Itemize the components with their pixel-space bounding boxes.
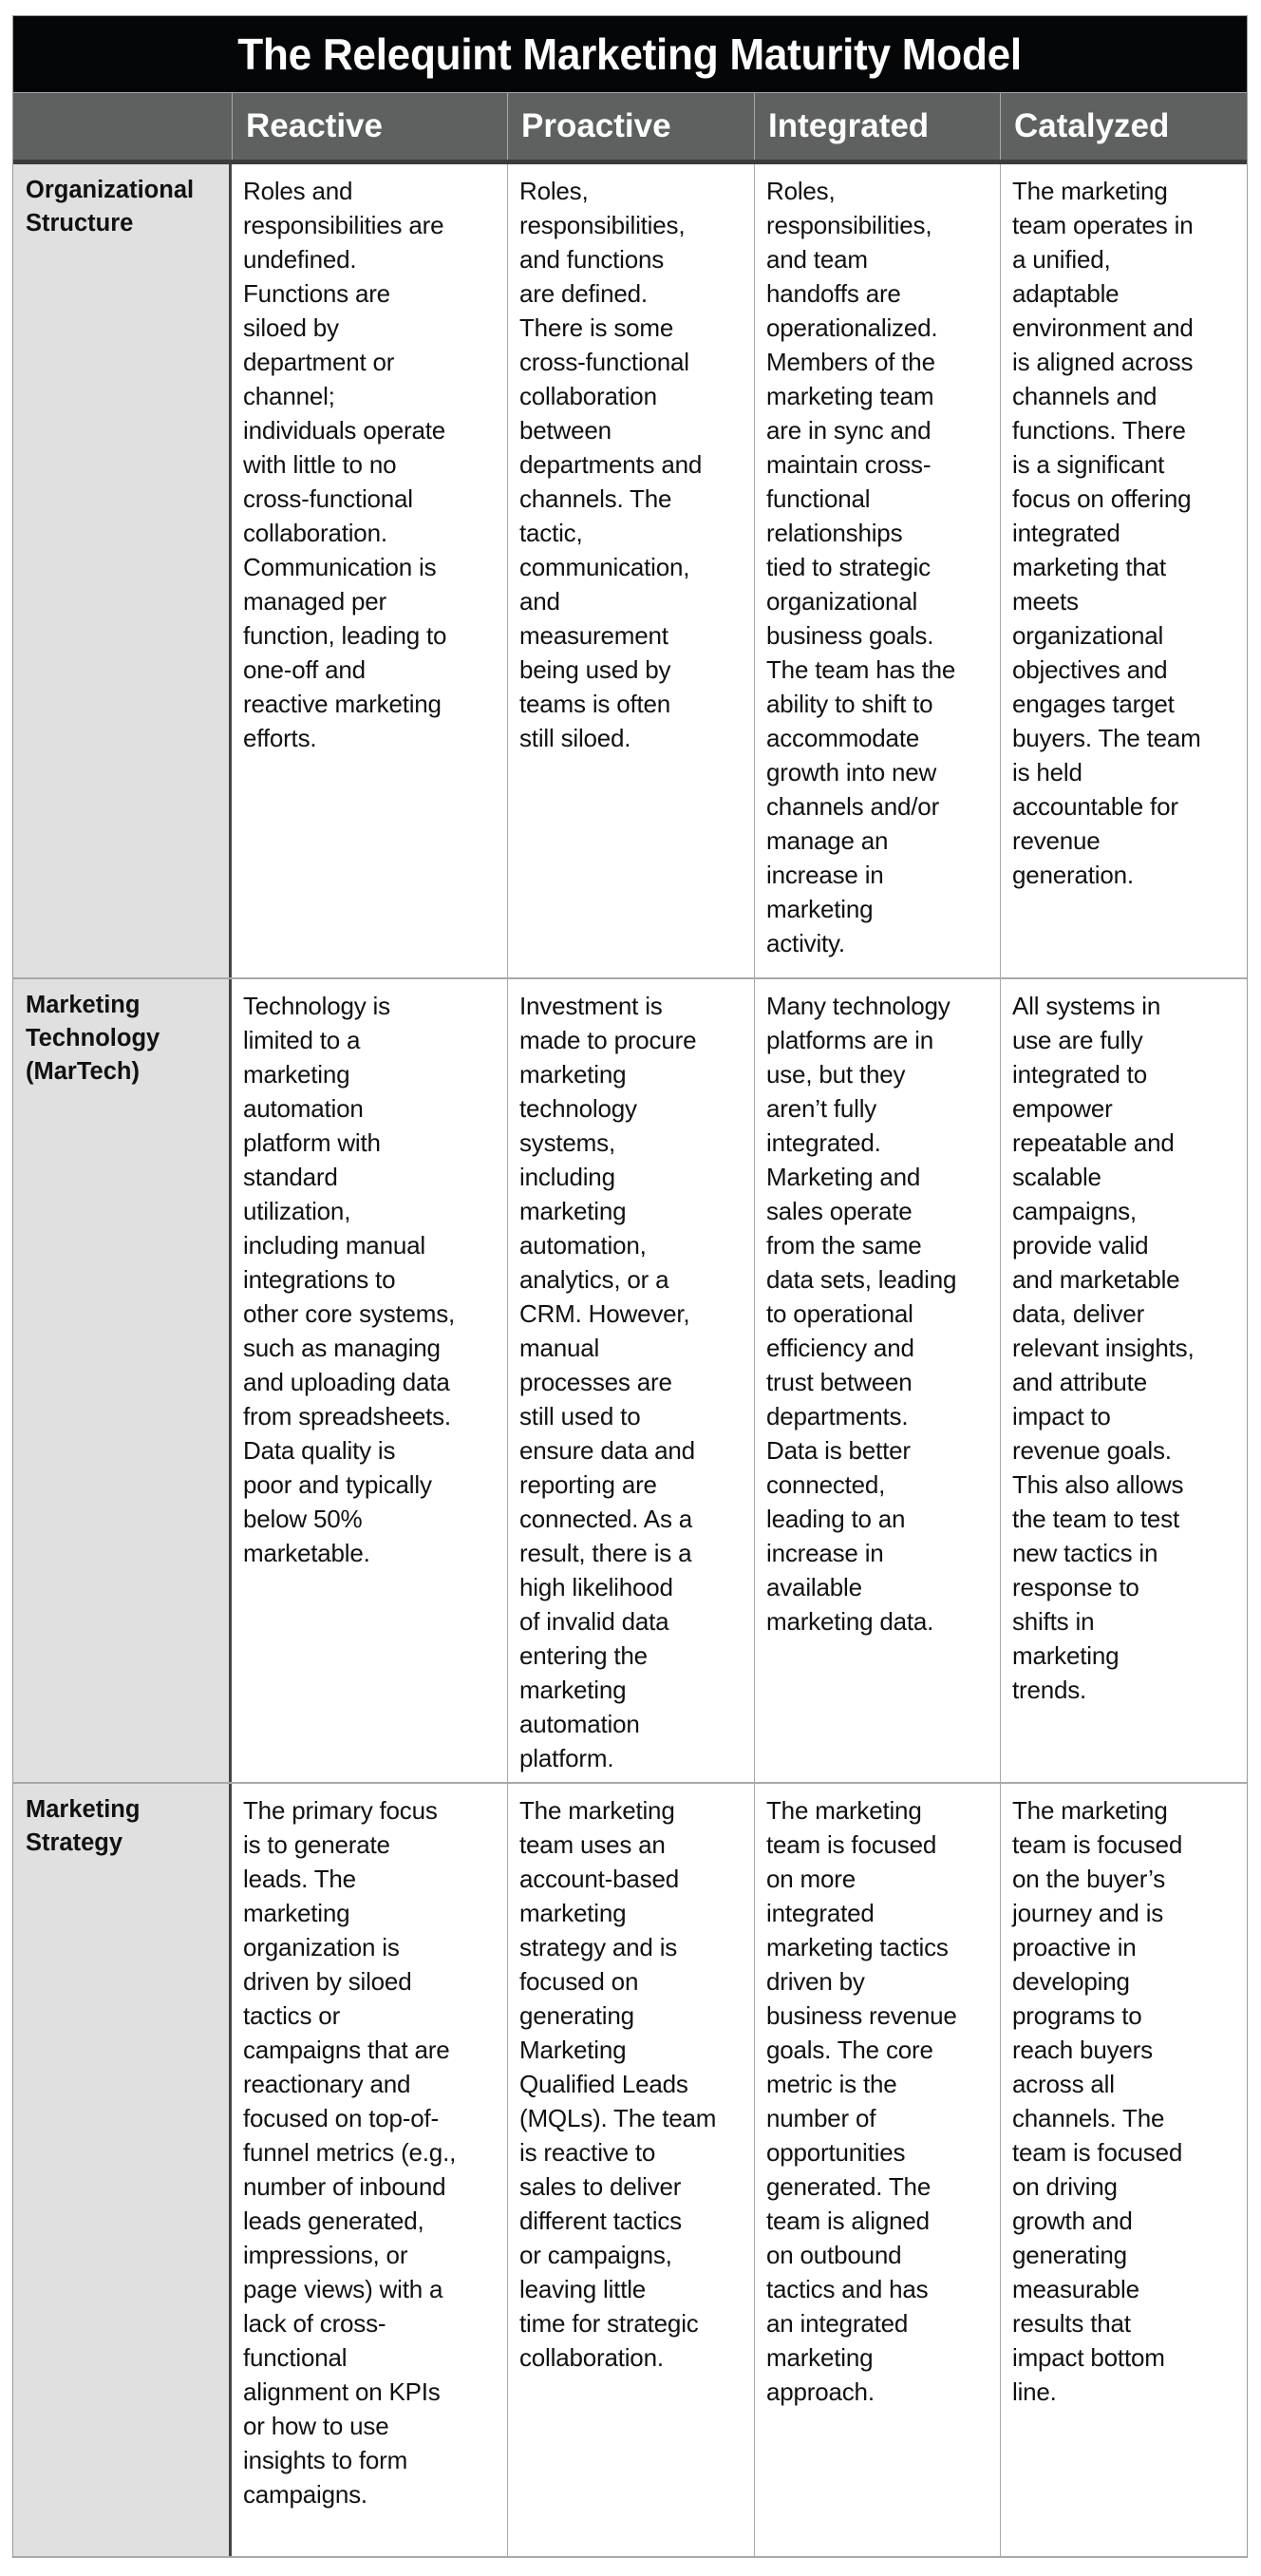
cell-reactive: [232, 1784, 507, 2556]
cell-text-line: trends.: [1012, 1676, 1087, 1704]
cell-text-line: platform with: [243, 1128, 381, 1157]
cell-text-line: There is some: [519, 313, 674, 342]
cell-text-line: marketing: [519, 1197, 627, 1225]
cell-catalyzed: [1000, 1784, 1247, 2556]
cell-text-line: connected. As a: [519, 1505, 693, 1533]
cell-text-line: tactics or: [243, 2001, 341, 2030]
cell-text-line: Roles,: [519, 177, 589, 205]
cell-text-line: is a significant: [1012, 450, 1165, 479]
cell-text-line: sales to deliver: [519, 2172, 682, 2201]
cell-text-line: an integrated: [766, 2309, 909, 2338]
cell-text-line: marketing tactics: [766, 1933, 949, 1961]
cell-text-line: analytics, or a: [519, 1265, 669, 1294]
cell-text-line: revenue: [1012, 826, 1101, 855]
cell-text-line: below 50%: [243, 1505, 363, 1533]
cell-reactive: [232, 164, 507, 977]
cell-text-line: trust between: [766, 1368, 913, 1396]
cell-text-line: data sets, leading: [766, 1265, 957, 1294]
cell-text-line: responsibilities,: [766, 211, 932, 239]
cell-text-line: automation: [519, 1710, 640, 1738]
cell-text-line: and team: [766, 245, 868, 274]
cell-text-line: activity.: [766, 929, 845, 957]
cell-text-line: marketing: [519, 1060, 627, 1089]
cell-text-line: individuals operate: [243, 416, 446, 445]
row-organizational-structure: [13, 164, 1247, 979]
cell-text-line: functions. There: [1012, 416, 1186, 445]
cell-text-line: made to procure: [519, 1026, 697, 1054]
cell-text-line: number of: [766, 2104, 876, 2132]
cell-text-line: siloed by: [243, 313, 339, 342]
cell-text-line: on driving: [1012, 2172, 1118, 2201]
cell-text-line: ensure data and: [519, 1436, 695, 1465]
cell-text-line: with little to no: [243, 450, 397, 479]
cell-text-line: ability to shift to: [766, 690, 933, 718]
cell-text-line: from the same: [766, 1231, 922, 1260]
cell-text-line: entering the: [519, 1641, 648, 1670]
cell-text-line: relationships: [766, 519, 903, 547]
cell-text-line: The marketing: [519, 1796, 675, 1825]
cell-catalyzed: [1000, 164, 1247, 977]
cell-text-line: The team has the: [766, 655, 956, 684]
cell-text-line: and marketable: [1012, 1265, 1180, 1294]
cell-text-line: use, but they: [766, 1060, 906, 1089]
row-label-line: Technology: [26, 1025, 160, 1051]
cell-text-line: growth into new: [766, 758, 937, 786]
row-label: [13, 979, 232, 1782]
cell-text-line: campaigns,: [1012, 1197, 1137, 1225]
cell-text-line: and functions: [519, 245, 665, 274]
cell-text-line: aren’t fully: [766, 1094, 877, 1123]
cell-text-line: Marketing and: [766, 1163, 921, 1191]
cell-text-line: being used by: [519, 655, 671, 684]
cell-text-line: time for strategic: [519, 2309, 699, 2338]
cell-text-line: poor and typically: [243, 1470, 432, 1499]
cell-text-line: goals. The core: [766, 2036, 933, 2064]
cell-text-line: objectives and: [1012, 655, 1168, 684]
cell-text-line: the team to test: [1012, 1505, 1180, 1533]
cell-text-line: data, deliver: [1012, 1299, 1145, 1328]
title-bar: [13, 15, 1247, 92]
cell-text-line: Functions are: [243, 279, 390, 308]
cell-text-line: is to generate: [243, 1830, 390, 1859]
cell-text-line: automation: [243, 1094, 364, 1123]
cell-text-line: marketing: [519, 1676, 627, 1704]
cell-text-line: marketing: [766, 2343, 874, 2372]
cell-catalyzed: [1000, 979, 1247, 1782]
cell-text-line: driven by siloed: [243, 1967, 412, 1996]
cell-text-line: Marketing: [519, 2036, 627, 2064]
cell-text-line: The marketing: [1012, 177, 1168, 205]
cell-text-line: revenue goals.: [1012, 1436, 1172, 1465]
cell-text-line: Data is better: [766, 1436, 911, 1465]
cell-text-line: a unified,: [1012, 245, 1111, 274]
cell-text-line: number of inbound: [243, 2172, 446, 2201]
cell-text-line: reactionary and: [243, 2070, 411, 2098]
cell-text-line: (MQLs). The team: [519, 2104, 717, 2132]
row-label-line: Organizational: [26, 177, 195, 203]
cell-text-line: reactive marketing: [243, 690, 442, 718]
cell-text-line: line.: [1012, 2377, 1057, 2406]
cell-text-line: between: [519, 416, 612, 445]
cell-text-line: efficiency and: [766, 1334, 914, 1362]
cell-text-line: managed per: [243, 587, 387, 616]
cell-text-line: integrated.: [766, 1128, 881, 1157]
row-label-line: Marketing: [26, 1796, 141, 1823]
cell-text-line: integrated to: [1012, 1060, 1147, 1089]
cell-text-line: marketable.: [243, 1539, 370, 1567]
cell-text-line: different tactics: [519, 2207, 682, 2235]
cell-text-line: alignment on KPIs: [243, 2377, 441, 2406]
cell-text-line: approach.: [766, 2377, 875, 2406]
cell-text-line: of invalid data: [519, 1607, 669, 1636]
cell-text-line: meets: [1012, 587, 1079, 616]
cell-text-line: collaboration.: [243, 519, 387, 547]
cell-text-line: Communication is: [243, 553, 437, 581]
cell-text-line: accommodate: [766, 724, 920, 752]
cell-text-line: and: [519, 587, 560, 616]
cell-text-line: are in sync and: [766, 416, 932, 445]
cell-text-line: other core systems,: [243, 1299, 456, 1328]
cell-text-line: tied to strategic: [766, 553, 931, 581]
cell-text-line: leads. The: [243, 1865, 356, 1893]
cell-text-line: marketing: [243, 1060, 350, 1089]
cell-text-line: growth and: [1012, 2207, 1133, 2235]
cell-text-line: team is aligned: [766, 2207, 930, 2235]
cell-text-line: Roles and: [243, 177, 353, 205]
cell-text-line: Many technology: [766, 992, 950, 1020]
cell-text-line: from spreadsheets.: [243, 1402, 451, 1430]
row-marketing-technology: [13, 979, 1247, 1784]
cell-text-line: efforts.: [243, 724, 317, 752]
cell-text-line: tactics and has: [766, 2275, 929, 2303]
cell-text-line: marketing team: [766, 382, 934, 410]
cell-text-line: accountable for: [1012, 792, 1178, 821]
cell-text-line: focus on offering: [1012, 484, 1192, 513]
header-integrated: Integrated: [754, 93, 1000, 160]
cell-text-line: channels. The: [519, 484, 672, 513]
cell-text-line: funnel metrics (e.g.,: [243, 2138, 457, 2167]
cell-text-line: generating: [1012, 2241, 1127, 2269]
cell-text-line: business revenue: [766, 2001, 957, 2030]
cell-text-line: campaigns that are: [243, 2036, 450, 2064]
cell-text-line: still used to: [519, 1402, 641, 1430]
cell-text-line: functional: [766, 484, 871, 513]
cell-text-line: such as managing: [243, 1334, 441, 1362]
cell-text-line: on outbound: [766, 2241, 902, 2269]
cell-text-line: The marketing: [766, 1796, 922, 1825]
row-marketing-strategy: [13, 1784, 1247, 2558]
cell-text-line: and attribute: [1012, 1368, 1147, 1396]
cell-text-line: teams is often: [519, 690, 671, 718]
cell-integrated: [754, 1784, 1000, 2556]
cell-text-line: sales operate: [766, 1197, 913, 1225]
cell-text-line: Members of the: [766, 348, 935, 376]
cell-text-line: programs to: [1012, 2001, 1142, 2030]
cell-text-line: including manual: [243, 1231, 425, 1260]
cell-reactive: [232, 979, 507, 1782]
cell-text-line: marketing: [243, 1899, 350, 1927]
cell-text-line: available: [766, 1573, 862, 1601]
cell-text-line: integrated: [1012, 519, 1120, 547]
cell-text-line: focused on top-of-: [243, 2104, 439, 2132]
cell-text-line: impressions, or: [243, 2241, 408, 2269]
cell-text-line: departments.: [766, 1402, 909, 1430]
cell-text-line: marketing: [766, 895, 874, 923]
cell-text-line: collaboration.: [519, 2343, 664, 2372]
cell-text-line: proactive in: [1012, 1933, 1137, 1961]
table-title: The Relequint Marketing Maturity Model: [237, 29, 1023, 79]
cell-text-line: cross-functional: [519, 348, 689, 376]
cell-text-line: collaboration: [519, 382, 657, 410]
cell-text-line: leaving little: [519, 2275, 647, 2303]
cell-text-line: empower: [1012, 1094, 1113, 1123]
cell-text-line: standard: [243, 1163, 338, 1191]
cell-text-line: generated. The: [766, 2172, 932, 2201]
cell-text-line: marketing data.: [766, 1607, 934, 1636]
maturity-model-table: [12, 15, 1248, 2558]
cell-text-line: The primary focus: [243, 1796, 438, 1825]
cell-text-line: business goals.: [766, 621, 934, 650]
cell-text-line: processes are: [519, 1368, 672, 1396]
cell-text-line: communication,: [519, 553, 690, 581]
cell-text-line: increase in: [766, 861, 884, 889]
cell-text-line: undefined.: [243, 245, 357, 274]
cell-text-line: driven by: [766, 1967, 865, 1996]
cell-text-line: high likelihood: [519, 1573, 673, 1601]
cell-text-line: adaptable: [1012, 279, 1120, 308]
cell-integrated: [754, 164, 1000, 977]
cell-text-line: marketing: [519, 1899, 627, 1927]
cell-text-line: leads generated,: [243, 2207, 424, 2235]
cell-text-line: channels. The: [1012, 2104, 1165, 2132]
cell-text-line: results that: [1012, 2309, 1131, 2338]
cell-text-line: connected,: [766, 1470, 886, 1499]
cell-integrated: [754, 979, 1000, 1782]
cell-text-line: across all: [1012, 2070, 1115, 2098]
cell-text-line: manual: [519, 1334, 600, 1362]
cell-text-line: generating: [519, 2001, 634, 2030]
cell-text-line: response to: [1012, 1573, 1139, 1601]
cell-text-line: reach buyers: [1012, 2036, 1153, 2064]
cell-text-line: focused on: [519, 1967, 639, 1996]
cell-text-line: team uses an: [519, 1830, 666, 1859]
cell-text-line: result, there is a: [519, 1539, 692, 1567]
cell-text-line: marketing: [1012, 1641, 1120, 1670]
cell-text-line: Investment is: [519, 992, 663, 1020]
cell-text-line: reporting are: [519, 1470, 657, 1499]
cell-text-line: leading to an: [766, 1505, 906, 1533]
cell-text-line: cross-functional: [243, 484, 413, 513]
cell-text-line: page views) with a: [243, 2275, 443, 2303]
cell-text-line: CRM. However,: [519, 1299, 690, 1328]
cell-text-line: impact to: [1012, 1402, 1111, 1430]
cell-text-line: technology: [519, 1094, 637, 1123]
cell-text-line: tactic,: [519, 519, 583, 547]
cell-text-line: channels and/or: [766, 792, 940, 821]
cell-text-line: developing: [1012, 1967, 1130, 1996]
cell-text-line: handoffs are: [766, 279, 901, 308]
cell-text-line: buyers. The team: [1012, 724, 1201, 752]
cell-text-line: are defined.: [519, 279, 648, 308]
header-corner: [13, 93, 232, 160]
cell-text-line: including: [519, 1163, 615, 1191]
cell-text-line: impact bottom: [1012, 2343, 1165, 2372]
cell-text-line: campaigns.: [243, 2480, 367, 2509]
cell-text-line: This also allows: [1012, 1470, 1184, 1499]
cell-text-line: team is focused: [1012, 2138, 1183, 2167]
cell-text-line: functional: [243, 2343, 348, 2372]
row-label-line: Strategy: [26, 1829, 123, 1856]
cell-text-line: or how to use: [243, 2412, 389, 2440]
cell-text-line: limited to a: [243, 1026, 361, 1054]
cell-text-line: function, leading to: [243, 621, 447, 650]
cell-text-line: is held: [1012, 758, 1082, 786]
cell-text-line: account-based: [519, 1865, 679, 1893]
cell-text-line: one-off and: [243, 655, 366, 684]
cell-text-line: utilization,: [243, 1197, 351, 1225]
row-label-line: Marketing: [26, 992, 141, 1018]
cell-text-line: measurement: [519, 621, 668, 650]
cell-text-line: engages target: [1012, 690, 1175, 718]
cell-text-line: metric is the: [766, 2070, 897, 2098]
row-label: [13, 1784, 232, 2556]
cell-text-line: shifts in: [1012, 1607, 1095, 1636]
cell-text-line: or campaigns,: [519, 2241, 672, 2269]
cell-text-line: is reactive to: [519, 2138, 656, 2167]
cell-text-line: All systems in: [1012, 992, 1161, 1020]
cell-text-line: use are fully: [1012, 1026, 1143, 1054]
cell-text-line: provide valid: [1012, 1231, 1149, 1260]
cell-text-line: team is focused: [766, 1830, 937, 1859]
cell-text-line: systems,: [519, 1128, 615, 1157]
cell-text-line: and uploading data: [243, 1368, 450, 1396]
cell-text-line: manage an: [766, 826, 889, 855]
cell-text-line: The marketing: [1012, 1796, 1168, 1825]
cell-text-line: team operates in: [1012, 211, 1194, 239]
cell-text-line: insights to form: [243, 2446, 408, 2474]
cell-text-line: repeatable and: [1012, 1128, 1175, 1157]
cell-text-line: relevant insights,: [1012, 1334, 1195, 1362]
cell-text-line: opportunities: [766, 2138, 906, 2167]
cell-text-line: Qualified Leads: [519, 2070, 688, 2098]
cell-text-line: department or: [243, 348, 395, 376]
cell-text-line: channels and: [1012, 382, 1157, 410]
cell-proactive: [507, 164, 754, 977]
cell-text-line: operationalized.: [766, 313, 938, 342]
row-label-line: Structure: [26, 210, 134, 237]
cell-text-line: organizational: [1012, 621, 1164, 650]
cell-text-line: platforms are in: [766, 1026, 933, 1054]
cell-text-line: new tactics in: [1012, 1539, 1158, 1567]
cell-text-line: Technology is: [243, 992, 390, 1020]
header-catalyzed: Catalyzed: [1000, 93, 1247, 160]
cell-text-line: lack of cross-: [243, 2309, 386, 2338]
cell-text-line: on more: [766, 1865, 856, 1893]
cell-text-line: platform.: [519, 1744, 614, 1772]
cell-text-line: automation,: [519, 1231, 647, 1260]
header-reactive: Reactive: [232, 93, 507, 160]
cell-text-line: integrated: [766, 1899, 875, 1927]
cell-text-line: organizational: [766, 587, 918, 616]
cell-text-line: responsibilities are: [243, 211, 444, 239]
cell-text-line: responsibilities,: [519, 211, 686, 239]
cell-text-line: team is focused: [1012, 1830, 1183, 1859]
cell-text-line: on the buyer’s: [1012, 1865, 1166, 1893]
cell-text-line: to operational: [766, 1299, 913, 1328]
column-header-row: [13, 92, 1247, 164]
cell-text-line: scalable: [1012, 1163, 1101, 1191]
cell-text-line: organization is: [243, 1933, 400, 1961]
cell-text-line: strategy and is: [519, 1933, 678, 1961]
cell-text-line: journey and is: [1012, 1899, 1164, 1927]
row-label: [13, 164, 232, 977]
cell-text-line: Data quality is: [243, 1436, 396, 1465]
cell-text-line: is aligned across: [1012, 348, 1194, 376]
cell-text-line: departments and: [519, 450, 703, 479]
cell-text-line: environment and: [1012, 313, 1194, 342]
cell-proactive: [507, 1784, 754, 2556]
row-label-line: (MarTech): [26, 1058, 140, 1085]
cell-text-line: integrations to: [243, 1265, 396, 1294]
cell-text-line: increase in: [766, 1539, 884, 1567]
cell-text-line: Roles,: [766, 177, 836, 205]
cell-text-line: generation.: [1012, 861, 1134, 889]
cell-text-line: marketing that: [1012, 553, 1166, 581]
header-proactive: Proactive: [507, 93, 754, 160]
cell-text-line: maintain cross-: [766, 450, 932, 479]
cell-text-line: still siloed.: [519, 724, 631, 752]
cell-text-line: measurable: [1012, 2275, 1139, 2303]
cell-proactive: [507, 979, 754, 1782]
cell-text-line: channel;: [243, 382, 335, 410]
